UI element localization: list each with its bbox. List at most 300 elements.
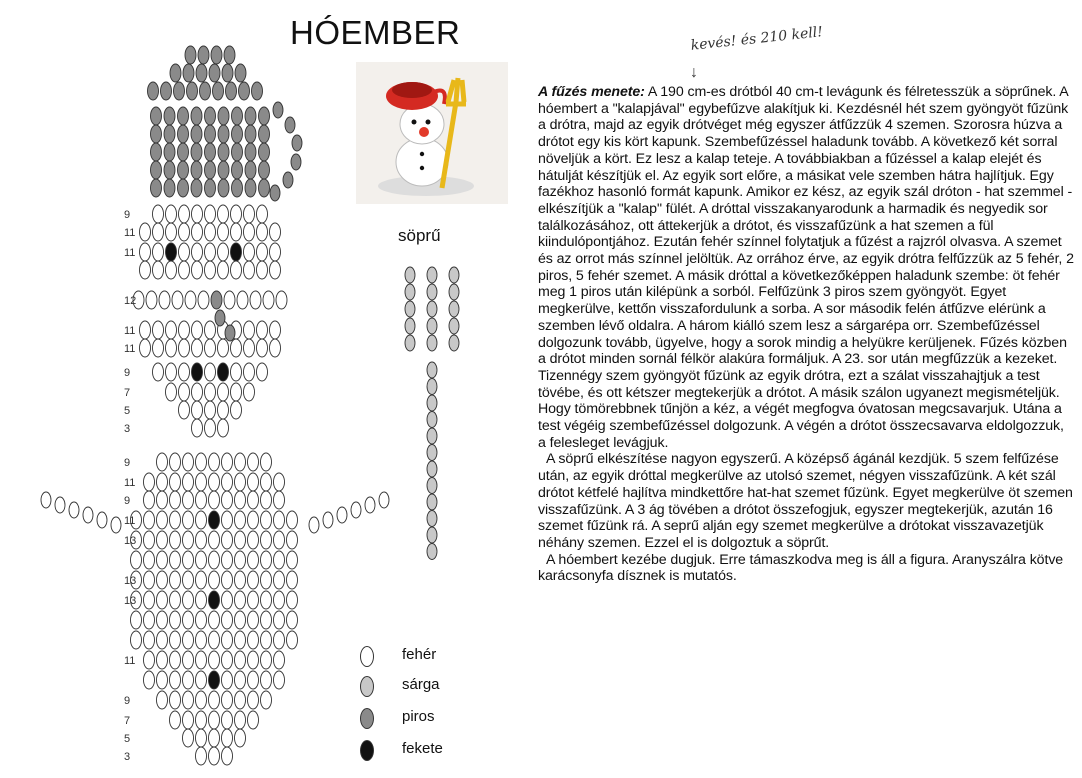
row-number: 11 <box>124 515 136 527</box>
row-number: 7 <box>124 387 131 399</box>
hat-bead <box>218 125 229 143</box>
broom-bead <box>427 478 437 494</box>
broom-bead <box>427 544 437 560</box>
body-bead <box>157 691 168 709</box>
body-bead <box>170 491 181 509</box>
arm-bead <box>365 497 375 513</box>
body-bead <box>157 631 168 649</box>
body-bead <box>170 591 181 609</box>
broom-bead <box>427 379 437 395</box>
body-bead <box>274 631 285 649</box>
row-number: 12 <box>124 295 137 307</box>
hat-bead <box>148 82 159 100</box>
body-bead <box>222 631 233 649</box>
hat-bead <box>232 179 243 197</box>
body-bead <box>222 691 233 709</box>
body-bead <box>209 671 220 689</box>
legend-label: fehér <box>402 646 437 663</box>
head-bead <box>276 291 287 309</box>
head-bead <box>257 321 268 339</box>
broom-bead <box>427 318 437 334</box>
hat-handle-bead <box>292 135 302 151</box>
body-bead <box>131 611 142 629</box>
body-bead <box>131 551 142 569</box>
hat-bead <box>232 107 243 125</box>
body-bead <box>235 611 246 629</box>
body-bead <box>196 671 207 689</box>
hat-handle-bead <box>291 154 301 170</box>
snowman-photo <box>356 62 508 204</box>
body-bead <box>235 591 246 609</box>
broom-bead <box>427 284 437 300</box>
head-bead <box>231 243 242 261</box>
body-bead <box>157 531 168 549</box>
arrow-down-icon: ↓ <box>690 64 698 81</box>
body-bead <box>261 511 272 529</box>
body-bead <box>183 551 194 569</box>
body-bead <box>170 511 181 529</box>
handwritten-note: kevés! és 210 kell! <box>690 24 824 54</box>
head-bead <box>244 243 255 261</box>
body-bead <box>248 551 259 569</box>
arm-bead <box>83 507 93 523</box>
legend-item-white <box>356 644 506 670</box>
body-bead <box>183 651 194 669</box>
hat-bead <box>213 82 224 100</box>
body-bead <box>144 551 155 569</box>
broom-bead <box>427 494 437 510</box>
head-bead <box>166 243 177 261</box>
body-bead <box>144 571 155 589</box>
broom-bead <box>449 318 459 334</box>
body-bead <box>287 511 298 529</box>
body-bead <box>235 631 246 649</box>
instructions-paragraph-3: A hóembert kezébe dugjuk. Erre támaszkodva meg is áll a figura. Aranyszálra kötve karácsonyfa dísznek is mutatós. <box>538 551 1064 585</box>
body-bead <box>209 651 220 669</box>
body-bead <box>287 531 298 549</box>
body-bead <box>248 651 259 669</box>
body-bead <box>222 473 233 491</box>
body-bead <box>248 453 259 471</box>
page-title: HÓEMBER <box>290 14 461 51</box>
hat-bead <box>259 161 270 179</box>
head-bead <box>205 321 216 339</box>
head-bead <box>218 419 229 437</box>
head-bead <box>192 223 203 241</box>
body-bead <box>209 473 220 491</box>
arm-bead <box>337 507 347 523</box>
broom-bead <box>405 301 415 317</box>
body-bead <box>209 591 220 609</box>
broom-bead <box>427 362 437 378</box>
arm-bead <box>97 512 107 528</box>
head-bead <box>205 261 216 279</box>
hat-bead <box>205 161 216 179</box>
head-bead <box>244 339 255 357</box>
head-bead <box>244 261 255 279</box>
body-bead <box>248 671 259 689</box>
hat-bead <box>164 125 175 143</box>
hat-bead <box>151 107 162 125</box>
head-bead <box>179 223 190 241</box>
head-bead <box>166 223 177 241</box>
body-bead <box>274 491 285 509</box>
head-bead <box>179 383 190 401</box>
head-bead <box>218 243 229 261</box>
body-bead <box>196 453 207 471</box>
row-number: 3 <box>124 751 131 763</box>
body-bead <box>157 551 168 569</box>
body-bead <box>274 611 285 629</box>
body-bead <box>131 631 142 649</box>
head-bead <box>140 261 151 279</box>
body-bead <box>170 691 181 709</box>
head-bead <box>153 321 164 339</box>
head-bead <box>198 291 209 309</box>
body-bead <box>222 651 233 669</box>
arm-bead <box>69 502 79 518</box>
body-bead <box>196 571 207 589</box>
head-bead <box>244 383 255 401</box>
hat-bead <box>259 107 270 125</box>
broom-bead <box>427 267 437 283</box>
row-number: 7 <box>124 715 131 727</box>
legend-bead-white <box>360 646 374 667</box>
body-bead <box>235 473 246 491</box>
hat-bead <box>205 125 216 143</box>
body-bead <box>222 747 233 765</box>
instructions-text <box>538 84 1074 585</box>
head-bead <box>257 339 268 357</box>
head-bead <box>218 383 229 401</box>
body-bead <box>222 571 233 589</box>
head-bead <box>179 339 190 357</box>
head-bead <box>231 401 242 419</box>
body-bead <box>274 651 285 669</box>
hat-bead <box>178 161 189 179</box>
hat-bead <box>164 143 175 161</box>
head-bead <box>231 339 242 357</box>
body-bead <box>170 671 181 689</box>
body-bead <box>274 591 285 609</box>
body-bead <box>157 651 168 669</box>
head-bead <box>257 261 268 279</box>
hat-handle-bead <box>273 102 283 118</box>
head-bead <box>218 261 229 279</box>
body-bead <box>261 671 272 689</box>
body-bead <box>248 711 259 729</box>
hat-bead <box>178 125 189 143</box>
hat-bead <box>218 179 229 197</box>
hat-bead <box>245 179 256 197</box>
hat-bead <box>211 46 222 64</box>
head-bead <box>192 383 203 401</box>
head-bead <box>270 243 281 261</box>
body-bead <box>222 729 233 747</box>
head-bead <box>270 261 281 279</box>
hat-bead <box>245 125 256 143</box>
head-bead <box>140 339 151 357</box>
body-bead <box>248 473 259 491</box>
body-bead <box>209 747 220 765</box>
hat-handle-bead <box>285 117 295 133</box>
hat-bead <box>151 179 162 197</box>
head-bead <box>270 223 281 241</box>
head-bead <box>153 205 164 223</box>
body-bead <box>235 711 246 729</box>
hat-bead <box>205 143 216 161</box>
body-bead <box>183 511 194 529</box>
body-bead <box>261 571 272 589</box>
head-bead <box>179 205 190 223</box>
head-bead <box>218 401 229 419</box>
hat-bead <box>185 46 196 64</box>
body-bead <box>183 591 194 609</box>
head-bead <box>179 401 190 419</box>
hat-bead <box>259 143 270 161</box>
arm-bead <box>111 517 121 533</box>
head-bead <box>218 223 229 241</box>
head-bead <box>172 291 183 309</box>
body-bead <box>287 591 298 609</box>
row-number: 9 <box>124 209 131 221</box>
body-bead <box>196 711 207 729</box>
body-bead <box>183 671 194 689</box>
broom-label: söprű <box>398 226 441 245</box>
broom-bead <box>449 301 459 317</box>
arm-bead <box>323 512 333 528</box>
body-bead <box>209 729 220 747</box>
broom-bead <box>427 335 437 351</box>
body-bead <box>144 591 155 609</box>
broom-bead <box>427 511 437 527</box>
body-bead <box>235 691 246 709</box>
head-bead <box>237 291 248 309</box>
broom-bead <box>405 335 415 351</box>
hat-bead <box>174 82 185 100</box>
hat-bead <box>239 82 250 100</box>
head-bead <box>218 339 229 357</box>
legend-label: fekete <box>402 740 443 757</box>
row-number: 9 <box>124 367 131 379</box>
head-bead <box>231 205 242 223</box>
head-bead <box>192 401 203 419</box>
head-bead <box>244 363 255 381</box>
head-bead <box>153 243 164 261</box>
head-bead <box>192 419 203 437</box>
head-bead <box>205 205 216 223</box>
hat-bead <box>191 125 202 143</box>
legend-label: piros <box>402 708 435 725</box>
body-bead <box>144 491 155 509</box>
hat-bead <box>191 179 202 197</box>
body-bead <box>209 691 220 709</box>
hat-bead <box>161 82 172 100</box>
hat-bead <box>191 107 202 125</box>
body-bead <box>222 531 233 549</box>
body-bead <box>170 571 181 589</box>
body-bead <box>222 671 233 689</box>
head-bead <box>140 223 151 241</box>
head-bead <box>231 223 242 241</box>
head-bead <box>205 223 216 241</box>
hat-bead <box>178 107 189 125</box>
broom-bead <box>427 461 437 477</box>
body-bead <box>261 611 272 629</box>
body-bead <box>157 453 168 471</box>
hat-bead <box>222 64 233 82</box>
hat-bead <box>218 107 229 125</box>
row-number: 3 <box>124 423 131 435</box>
body-bead <box>261 453 272 471</box>
body-bead <box>222 551 233 569</box>
body-bead <box>235 511 246 529</box>
row-number: 13 <box>124 535 137 547</box>
head-bead <box>179 243 190 261</box>
body-bead <box>170 531 181 549</box>
body-bead <box>209 511 220 529</box>
body-bead <box>144 531 155 549</box>
body-bead <box>196 473 207 491</box>
hat-bead <box>218 143 229 161</box>
body-bead <box>248 611 259 629</box>
head-bead <box>244 205 255 223</box>
body-bead <box>222 611 233 629</box>
head-bead <box>179 321 190 339</box>
head-bead <box>257 205 268 223</box>
head-bead <box>257 223 268 241</box>
legend-bead-black <box>360 740 374 761</box>
body-bead <box>248 491 259 509</box>
legend-label: sárga <box>402 676 440 693</box>
body-bead <box>144 473 155 491</box>
head-bead <box>263 291 274 309</box>
body-bead <box>157 473 168 491</box>
instructions-body-1: A 190 cm-es drótból 40 cm-t levágunk és félretesszük a söprűnek. A hóembert a "kalapjával" egybefűzve alakítjuk ki. Kezdésnél hét szem gyöngyöt fűzünk a drótra, majd az egyik drótvéget még egyszer átfűzzük 4 szemen. Szorosra húzva a drótot egy kis kört kapunk. Szembefűzéssel haladunk tovább. A következő két sorral növeljük a kört. Ez lesz a kalap teteje. A továbbiakban a fűzéssel a kalap elejét és hátulját készítjük el. Az egyik sort előre, a másikat vele szemben hátra hajlítjuk. Egy fazékhoz hasonló formát kapunk. Amikor ez kész, az egyik szál dróton - hat szemmel -elkészítjük a "kalap" fülét. A dróttal visszakanyarodunk a harmadik és negyedik sor találkozásához, ott áttekerjük a drótot, és visszafűzünk a hat szemen a fül kiindulópontjához. Ezután fehér színnel folytatjuk a fűzést a rajzról olvasva. A szemet és az orrot más színnel jelöltük. Az orrához érve, az egyik drótra felfűzzük az 5 fehér, 2 piros, 5 fehér szemet. A másik dróttal a következőképpen haladunk szembe: öt fehér meg 1 piros után kilépünk a sorból. Felfűzünk 3 piros szem gyöngyöt. Egyet megkerülve, kettőn visszafordulunk a sorba. A sor második felén átfűzve elérünk a szemben lévő oldalra. A három kiálló szem lesz a sárgarépa orr. Szembefűzéssel dolgozunk tovább, ügyelve, hogy a sorok mindig a helyükre kerüljenek. Fűzés közben a drótot minden sornál félkör alakúra formáljuk. A 23. sor után megfűzzük a kezeket. Tizennégy szem gyöngyöt fűzünk az egyik drótra, ezt a szálat visszahajtjuk a test tövébe, és ott kétszer megtekerjük a drótot. A másik szálon ugyanezt megismételjük. Hogy tömörebbnek tűnjön a kéz, a végét megfogva óvatosan megcsavarjuk. Utána a test végéig szembefűzéssel dolgozunk. A végén a drótot összecsavarva eldolgozzuk, a felesleget levágjuk. <box>538 84 1074 451</box>
row-number: 11 <box>124 343 136 355</box>
body-bead <box>157 491 168 509</box>
broom-bead <box>405 318 415 334</box>
hat-bead <box>164 161 175 179</box>
body-bead <box>157 611 168 629</box>
hat-bead <box>259 179 270 197</box>
head-bead <box>140 321 151 339</box>
head-bead <box>192 339 203 357</box>
hat-handle-bead <box>283 172 293 188</box>
row-number: 5 <box>124 733 131 745</box>
broom-bead <box>405 284 415 300</box>
hat-bead <box>196 64 207 82</box>
hat-bead <box>209 64 220 82</box>
body-bead <box>261 631 272 649</box>
legend-item-red <box>356 706 506 732</box>
body-bead <box>170 453 181 471</box>
hat-bead <box>245 143 256 161</box>
hat-bead <box>200 82 211 100</box>
body-bead <box>196 551 207 569</box>
head-bead <box>257 363 268 381</box>
row-number: 9 <box>124 457 131 469</box>
body-bead <box>287 571 298 589</box>
body-bead <box>248 511 259 529</box>
body-bead <box>144 611 155 629</box>
body-bead <box>196 531 207 549</box>
body-bead <box>157 591 168 609</box>
body-bead <box>261 531 272 549</box>
hat-bead <box>151 161 162 179</box>
head-bead <box>192 261 203 279</box>
row-number: 5 <box>124 405 131 417</box>
head-bead <box>153 223 164 241</box>
head-bead <box>205 243 216 261</box>
body-bead <box>196 591 207 609</box>
hat-bead <box>245 107 256 125</box>
body-bead <box>196 691 207 709</box>
body-bead <box>196 491 207 509</box>
body-bead <box>183 453 194 471</box>
body-bead <box>235 531 246 549</box>
broom-bead <box>427 527 437 543</box>
row-number: 11 <box>124 655 136 667</box>
head-bead <box>166 383 177 401</box>
nose-bead <box>215 310 225 326</box>
body-bead <box>157 671 168 689</box>
body-bead <box>235 671 246 689</box>
hat-bead <box>198 46 209 64</box>
hat-bead <box>226 82 237 100</box>
broom-bead <box>427 428 437 444</box>
body-bead <box>222 711 233 729</box>
head-bead <box>166 363 177 381</box>
hat-bead <box>259 125 270 143</box>
broom-bead <box>449 284 459 300</box>
body-bead <box>196 729 207 747</box>
body-bead <box>222 511 233 529</box>
body-bead <box>261 551 272 569</box>
head-bead <box>231 363 242 381</box>
body-bead <box>287 631 298 649</box>
body-bead <box>144 511 155 529</box>
body-bead <box>144 631 155 649</box>
body-bead <box>235 729 246 747</box>
head-bead <box>166 261 177 279</box>
body-bead <box>261 491 272 509</box>
instructions-paragraph-1 <box>538 84 1074 451</box>
head-bead <box>192 363 203 381</box>
body-bead <box>144 651 155 669</box>
row-number: 11 <box>124 247 136 259</box>
body-bead <box>261 473 272 491</box>
head-bead <box>185 291 196 309</box>
hat-bead <box>232 143 243 161</box>
head-bead <box>159 291 170 309</box>
row-number: 9 <box>124 495 131 507</box>
hat-bead <box>235 64 246 82</box>
body-bead <box>222 491 233 509</box>
body-bead <box>274 531 285 549</box>
body-bead <box>209 711 220 729</box>
head-bead <box>205 419 216 437</box>
hat-bead <box>164 179 175 197</box>
body-bead <box>183 571 194 589</box>
broom-bead <box>427 301 437 317</box>
instructions-paragraph-2: A söprű elkészítése nagyon egyszerű. A középső ágánál kezdjük. 5 szem felfűzése után, az egyik dróttal megkerülve az utolsó szemet, négyen visszafűzünk. A két szál drótot kétfelé hajlítva mindkettőre hat-hat szemet fűzünk. Egyet megkerülve öt szemen visszafűzünk. A 3 ág tövében a drótot összefogjuk, egyszer megtekerjük, azután 16 szemet fűzünk rá. A seprű alján egy szemet megkerülve a drótokat visszavazetjük néhány szemen. Ezzel el is dolgoztuk a söprűt. <box>538 451 1073 551</box>
head-bead <box>140 243 151 261</box>
broom-bead <box>427 445 437 461</box>
hat-bead <box>191 143 202 161</box>
body-bead <box>261 651 272 669</box>
row-number: 11 <box>124 325 136 337</box>
